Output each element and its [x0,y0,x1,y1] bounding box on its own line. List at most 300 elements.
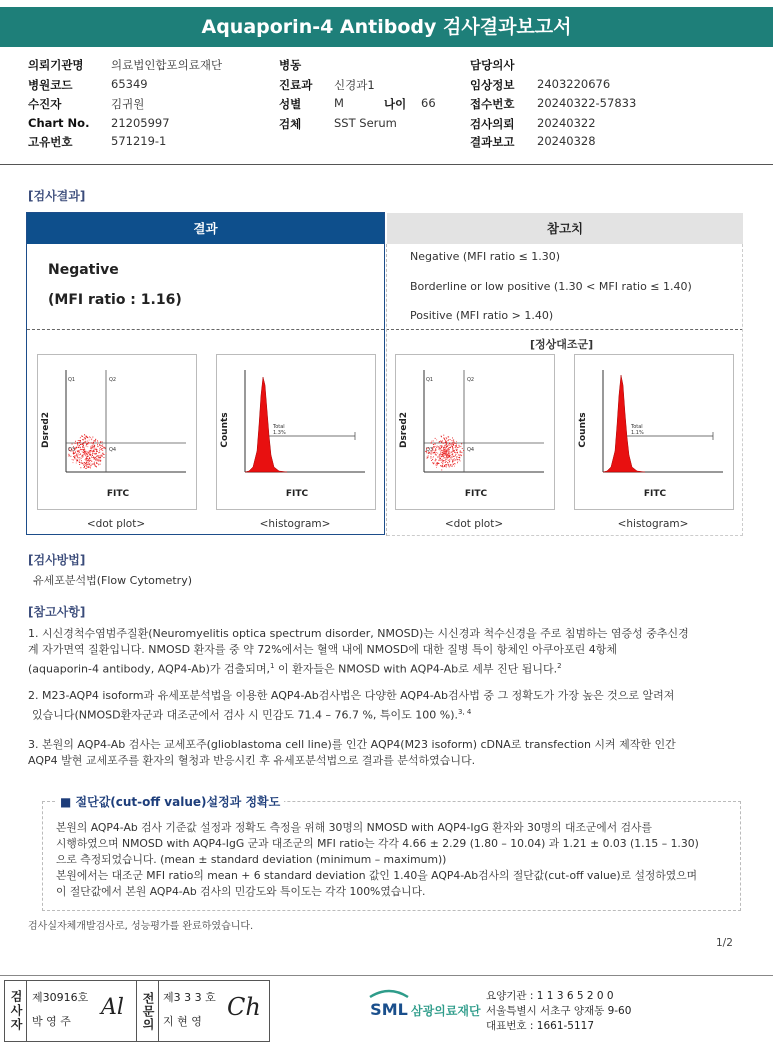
scatter-dot [101,445,102,446]
org-line: 서울특별시 서초구 양재동 9-60 [486,1005,632,1017]
org-info [486,989,631,1034]
scatter-dot [442,445,443,446]
scatter-dot [438,446,439,447]
scatter-dot [445,441,446,442]
histogram-caption: <histogram> [617,518,689,530]
scatter-dot [102,448,103,449]
scatter-dot [98,446,99,447]
org-name: 삼광의료재단 [411,1004,481,1018]
scatter-dot [457,462,458,463]
scatter-dot [449,447,450,448]
scatter-dot [75,448,76,449]
scatter-dot [76,460,77,461]
scatter-dot [449,443,450,444]
scatter-dot [439,441,440,442]
reference-positive: Positive (MFI ratio > 1.40) [410,309,554,322]
scatter-dot [76,447,77,448]
scatter-dot [452,448,453,449]
scatter-dot [104,457,105,458]
scatter-dot [460,452,461,453]
scatter-dot [95,454,96,455]
scatter-dot [98,459,99,460]
scatter-dot [431,456,432,457]
scatter-dot [447,446,448,447]
scatter-dot [80,440,81,441]
footnote: 검사실자체개발검사로, 성능평가를 완료하였습니다. [28,921,254,932]
scatter-dot [94,459,95,460]
info-label: 수진자 [28,97,62,111]
scatter-dot [452,461,453,462]
scatter-dot [442,463,443,464]
scatter-dot [97,460,98,461]
scatter-dot [87,441,88,442]
hist-xlabel: FITC [643,489,667,499]
scatter-dot [82,446,83,447]
scatter-dot [440,458,441,459]
scatter-dot [95,440,96,441]
scatter-dot [79,460,80,461]
scatter-dot [457,456,458,457]
scatter-dot [458,455,459,456]
hist-ylabel: Counts [578,412,588,448]
scatter-dot [84,437,85,438]
scatter-dot [442,452,443,453]
scatter-dot [443,435,444,436]
scatter-dot [451,445,452,446]
hist-ylabel: Counts [220,412,230,448]
scatter-dot [81,444,82,445]
method-section-title: [검사방법] [28,553,86,567]
results-section-title: [검사결과] [28,189,86,203]
scatter-dot [77,457,78,458]
patient-total-value: 1.3% [273,430,286,436]
scatter-dot [436,452,437,453]
scatter-dot [75,455,76,456]
scatter-dot [452,449,453,450]
info-value: 20240328 [537,134,596,148]
note-3-line: AQP4 발현 교세포주를 환자의 혈청과 반응시킨 후 유세포분석법으로 결과를 분석하였습니다. [28,754,476,767]
scatter-dot [435,450,436,451]
scatter-dot [88,464,89,465]
scatter-dot [78,447,79,448]
scatter-dot [91,461,92,462]
note-2-line: 있습니다(NMOSD환자군과 대조군에서 검사 시 민감도 71.4 – 76.7 %, 특이도 100 %).$^{3, 4}$ [32,708,472,722]
scatter-dot [102,442,103,443]
info-label: 병원코드 [28,78,73,92]
scatter-dot [96,463,97,464]
scatter-dot [441,436,442,437]
scatter-dot [87,446,88,447]
info-value: SST Serum [334,116,397,130]
scatter-dot [433,447,434,448]
info-value: 20240322-57833 [537,96,637,110]
scatter-dot [450,439,451,440]
scatter-dot [450,447,451,448]
scatter-dot [453,442,454,443]
scatter-dot [83,465,84,466]
scatter-dot [456,448,457,449]
scatter-dot [451,452,452,453]
scatter-dot [94,451,95,452]
scatter-dot [84,454,85,455]
inspector-label: 검사자 [5,981,27,1041]
bottom-border [387,535,743,536]
scatter-dot [448,464,449,465]
info-value: 20240322 [537,116,596,130]
scatter-dot [447,449,448,450]
scatter-dot [98,461,99,462]
scatter-dot [454,463,455,464]
scatter-dot [448,449,449,450]
scatter-dot [442,446,443,447]
scatter-dot [97,455,98,456]
scatter-dot [81,436,82,437]
scatter-dot [457,452,458,453]
scatter-dot [448,460,449,461]
scatter-dot [445,442,446,443]
scatter-dot [92,437,93,438]
scatter-dot [84,447,85,448]
info-value: 571219-1 [111,134,167,148]
info-label: 성별 [279,97,302,111]
scatter-dot [439,454,440,455]
scatter-dot [456,458,457,459]
scatter-dot [100,449,101,450]
scatter-dot [463,455,464,456]
scatter-dot [445,454,446,455]
scatter-dot [86,463,87,464]
scatter-dot [442,450,443,451]
scatter-dot [452,444,453,445]
q1-label: Q1 [68,377,76,383]
scatter-dot [432,459,433,460]
scatter-dot [89,454,90,455]
scatter-dot [445,448,446,449]
scatter-dot [80,447,81,448]
scatter-dot [451,459,452,460]
scatter-dot [83,463,84,464]
scatter-dot [95,460,96,461]
scatter-dot [105,448,106,449]
scatter-dot [98,463,99,464]
scatter-dot [84,466,85,467]
scatter-dot [440,445,441,446]
note-1-line: 1. 시신경척수염범주질환(Neuromyelitis optica spectrum disorder, NMOSD)는 시신경과 척수신경을 주로 침범하는 염증성 중추신경 [28,627,689,640]
total-label: Total [631,424,643,430]
scatter-dot [90,468,91,469]
scatter-dot [89,443,90,444]
scatter-dot [89,451,90,452]
scatter-dot [457,461,458,462]
scatter-dot [439,460,440,461]
scatter-dot [454,458,455,459]
scatter-dot [459,459,460,460]
scatter-dot [82,455,83,456]
inspector-number: 제30916호 [32,991,89,1004]
scatter-dot [457,459,458,460]
inspector-name: 박 영 주 [32,1015,71,1028]
scatter-dot [445,445,446,446]
scatter-dot [98,452,99,453]
dot-plot-caption: <dot plot> [86,518,146,530]
dot-xlabel: FITC [464,489,488,499]
approver-signature: Ch [227,993,261,1021]
scatter-dot [450,457,451,458]
scatter-dot [449,456,450,457]
scatter-dot [439,456,440,457]
scatter-dot [73,462,74,463]
scatter-dot [96,460,97,461]
scatter-dot [85,441,86,442]
scatter-dot [96,451,97,452]
scatter-dot [86,446,87,447]
scatter-dot [440,449,441,450]
scatter-dot [431,441,432,442]
scatter-dot [446,437,447,438]
cutoff-line: 으로 측정되었습니다. (mean ± standard deviation (minimum – maximum)) [56,853,447,866]
scatter-dot [433,441,434,442]
scatter-dot [427,456,428,457]
scatter-dot [75,443,76,444]
scatter-dot [94,446,95,447]
scatter-dot [102,450,103,451]
scatter-dot [460,446,461,447]
scatter-dot [448,455,449,456]
scatter-dot [82,457,83,458]
scatter-dot [460,454,461,455]
scatter-dot [449,459,450,460]
scatter-dot [449,461,450,462]
scatter-dot [76,459,77,460]
info-value: 21205997 [111,116,170,130]
scatter-dot [431,442,432,443]
scatter-dot [463,450,464,451]
dot-ylabel: Dsred2 [399,411,409,449]
scatter-dot [80,467,81,468]
scatter-dot [94,447,95,448]
scatter-dot [436,463,437,464]
scatter-dot [92,451,93,452]
scatter-dot [79,459,80,460]
scatter-dot [440,448,441,449]
scatter-dot [94,450,95,451]
scatter-dot [445,464,446,465]
result-header: 결과 [27,213,384,244]
scatter-dot [440,460,441,461]
scatter-dot [436,439,437,440]
scatter-dot [97,440,98,441]
scatter-dot [85,459,86,460]
note-1-line: (aquaporin-4 antibody, AQP4-Ab)가 검출되며,$^1$ 이 환자들은 NMOSD with AQP4-Ab로 세부 진단 됩니다.$^2$ [28,662,562,676]
patient-histogram [217,355,375,509]
reference-header: 참고치 [387,213,743,244]
scatter-dot [104,447,105,448]
approver-name: 지 현 영 [163,1015,202,1028]
scatter-dot [453,450,454,451]
scatter-dot [102,456,103,457]
scatter-dot [92,451,93,452]
scatter-dot [444,445,445,446]
scatter-dot [437,465,438,466]
scatter-dot [82,463,83,464]
scatter-dot [451,443,452,444]
scatter-dot [431,460,432,461]
scatter-dot [444,455,445,456]
scatter-dot [458,447,459,448]
dot-ylabel: Dsred2 [41,411,51,449]
scatter-dot [96,466,97,467]
scatter-dot [84,449,85,450]
scatter-dot [75,452,76,453]
scatter-dot [452,457,453,458]
scatter-dot [85,451,86,452]
method-text: 유세포분석법(Flow Cytometry) [33,574,193,587]
scatter-dot [75,456,76,457]
scatter-dot [88,443,89,444]
scatter-dot [441,470,442,471]
scatter-dot [452,438,453,439]
scatter-dot [80,450,81,451]
scatter-dot [95,439,96,440]
scatter-dot [448,437,449,438]
approver-label: 전문의 [136,981,159,1041]
scatter-dot [76,455,77,456]
scatter-dot [69,455,70,456]
scatter-dot [104,454,105,455]
scatter-dot [89,458,90,459]
scatter-dot [102,445,103,446]
cutoff-line: 본원에서는 대조군 MFI ratio의 mean + 6 standard deviation 값인 1.40을 AQP4-Ab검사의 절단값(cut-off value)로 설정하였으며 [56,869,698,882]
scatter-dot [84,442,85,443]
scatter-dot [449,443,450,444]
age-label: 나이 [384,97,407,111]
scatter-dot [449,445,450,446]
scatter-dot [91,454,92,455]
scatter-dot [448,452,449,453]
info-label: 병동 [279,58,302,72]
scatter-dot [452,451,453,452]
scatter-dot [455,455,456,456]
scatter-dot [71,449,72,450]
scatter-dot [85,438,86,439]
scatter-dot [436,464,437,465]
info-value: 2403220676 [537,77,611,91]
result-value: Negative [48,262,119,278]
scatter-dot [86,457,87,458]
scatter-dot [446,444,447,445]
scatter-dot [445,455,446,456]
note-2-line: 2. M23-AQP4 isoform과 유세포분석법을 이용한 AQP4-Ab검사법은 다양한 AQP4-Ab검사법 중 그 정확도가 가장 높은 것으로 알려져 [28,689,675,702]
scatter-dot [444,438,445,439]
scatter-dot [453,445,454,446]
scatter-dot [101,449,102,450]
scatter-dot [437,462,438,463]
scatter-dot [76,463,77,464]
scatter-dot [461,446,462,447]
scatter-dot [88,462,89,463]
note-2 [28,688,758,724]
scatter-dot [461,443,462,444]
scatter-dot [446,443,447,444]
scatter-dot [446,459,447,460]
scatter-dot [441,452,442,453]
scatter-dot [97,443,98,444]
scatter-dot [452,462,453,463]
notes-section-title: [참고사항] [28,605,86,619]
scatter-dot [443,458,444,459]
scatter-dot [435,459,436,460]
scatter-dot [80,438,81,439]
scatter-dot [96,456,97,457]
scatter-dot [79,455,80,456]
scatter-dot [95,441,96,442]
scatter-dot [85,452,86,453]
scatter-dot [102,453,103,454]
scatter-dot [450,443,451,444]
scatter-dot [444,465,445,466]
scatter-dot [85,454,86,455]
info-label: 검체 [279,117,302,131]
control-histogram-frame [574,354,734,510]
scatter-dot [439,447,440,448]
scatter-dot [441,454,442,455]
scatter-dot [79,440,80,441]
scatter-dot [431,451,432,452]
scatter-dot [443,449,444,450]
scatter-dot [446,456,447,457]
scatter-dot [83,444,84,445]
scatter-dot [100,460,101,461]
scatter-dot [441,466,442,467]
scatter-dot [435,460,436,461]
scatter-dot [87,454,88,455]
scatter-dot [433,452,434,453]
scatter-dot [433,444,434,445]
scatter-dot [89,436,90,437]
org-line: 요양기관 : 1 1 3 6 5 2 0 0 [486,990,614,1002]
scatter-dot [439,448,440,449]
scatter-dot [79,442,80,443]
scatter-dot [91,450,92,451]
scatter-dot [84,434,85,435]
scatter-dot [445,451,446,452]
scatter-dot [449,461,450,462]
scatter-dot [86,458,87,459]
sml-logo [366,985,412,1029]
scatter-dot [78,457,79,458]
scatter-dot [87,467,88,468]
scatter-dot [436,467,437,468]
scatter-dot [99,452,100,453]
scatter-dot [93,444,94,445]
scatter-dot [94,465,95,466]
scatter-dot [441,462,442,463]
scatter-dot [445,449,446,450]
scatter-dot [102,446,103,447]
scatter-dot [459,455,460,456]
scatter-dot [99,456,100,457]
scatter-dot [81,458,82,459]
scatter-dot [451,466,452,467]
scatter-dot [429,453,430,454]
scatter-dot [442,456,443,457]
scatter-dot [91,457,92,458]
scatter-dot [455,452,456,453]
scatter-dot [456,441,457,442]
patient-dot-plot-frame [37,354,197,510]
scatter-dot [79,445,80,446]
scatter-dot [449,451,450,452]
